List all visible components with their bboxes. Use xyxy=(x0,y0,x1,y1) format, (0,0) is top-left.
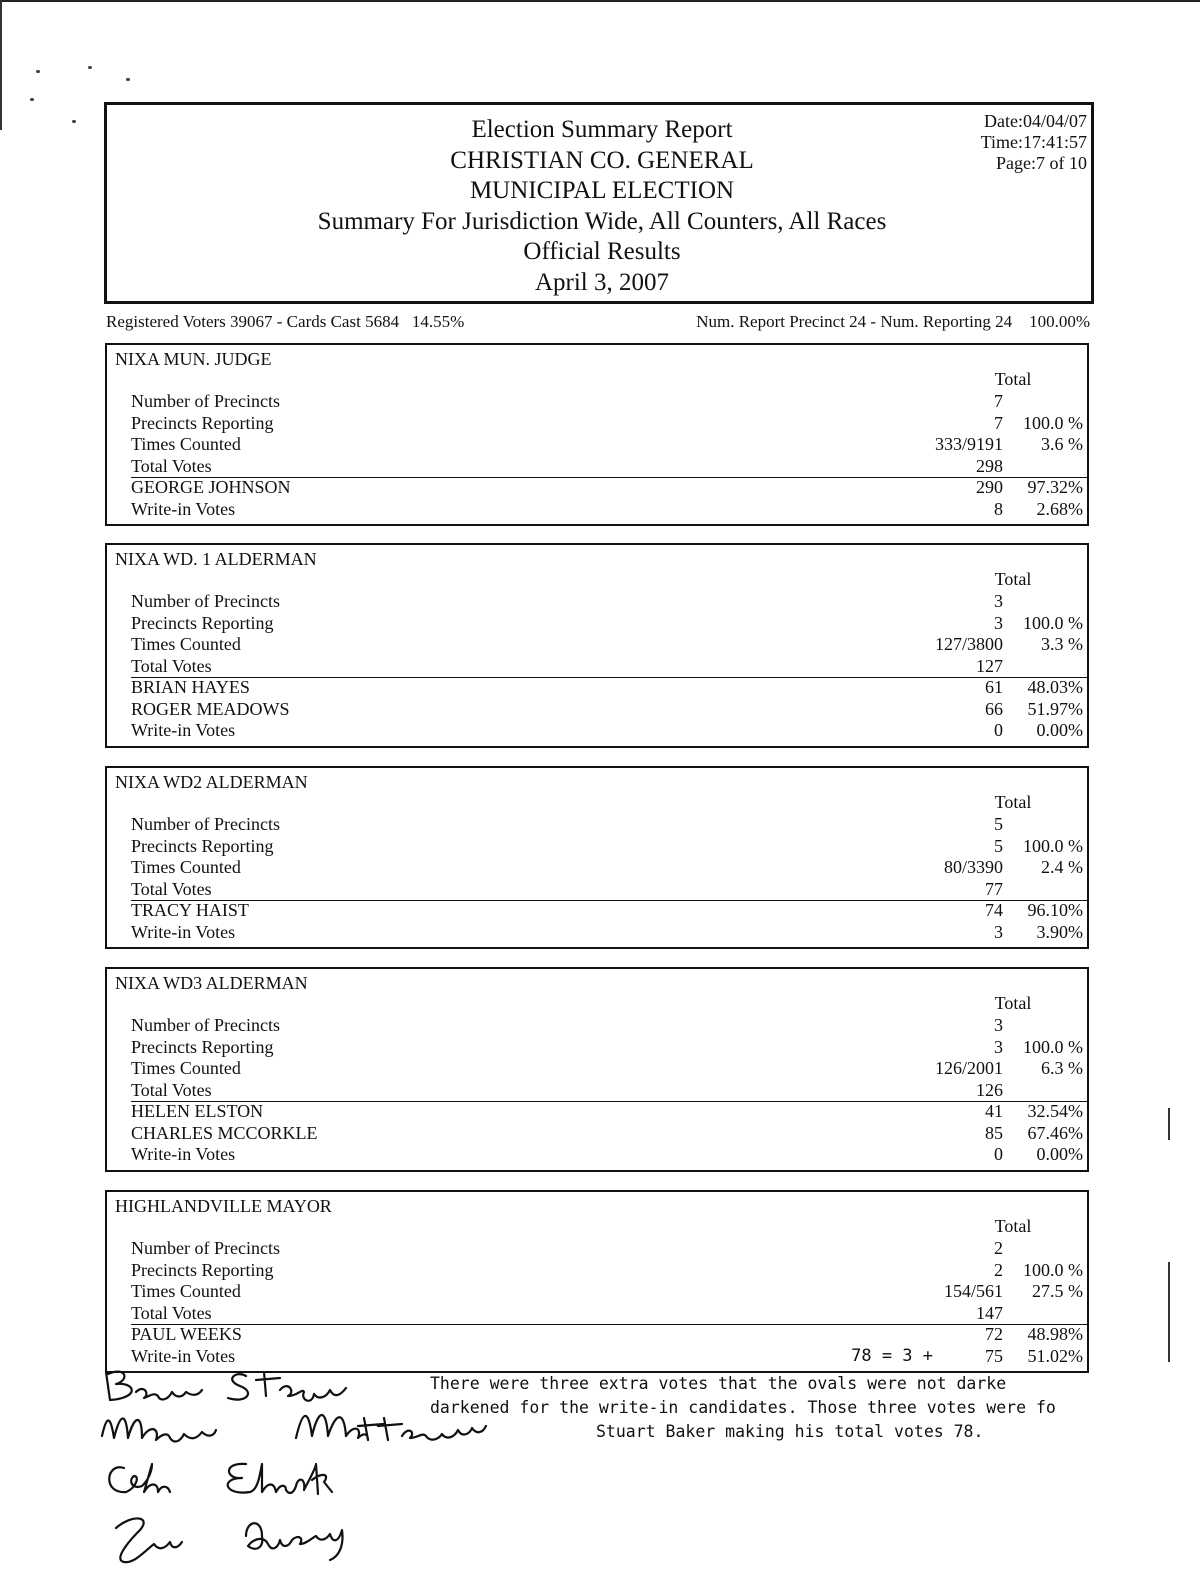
stat-value: 298 xyxy=(976,455,1003,476)
race-box xyxy=(105,967,1089,1172)
signature xyxy=(116,1518,343,1562)
report-title xyxy=(107,115,1097,298)
candidate-row xyxy=(107,677,1087,699)
stat-row-precincts xyxy=(107,391,1087,413)
page-top-edge xyxy=(0,0,1200,2)
stat-value: 7 xyxy=(994,412,1003,433)
stat-row-precincts xyxy=(107,591,1087,613)
candidate-row xyxy=(107,499,1087,521)
stat-value: 127 xyxy=(976,655,1003,676)
candidate-votes: 72 xyxy=(985,1324,1003,1344)
candidate-percent: 97.32% xyxy=(1027,477,1083,497)
stat-value: 2 xyxy=(994,1259,1003,1280)
candidate-votes: 41 xyxy=(985,1101,1003,1121)
stat-value: 7 xyxy=(994,391,1003,411)
stat-value: 126/2001 xyxy=(934,1058,1003,1078)
scan-speck xyxy=(30,98,34,101)
stat-label: Number of Precincts xyxy=(131,1015,280,1035)
candidate-votes: 85 xyxy=(985,1122,1003,1143)
stat-label: Precincts Reporting xyxy=(131,1036,274,1057)
candidate-percent: 51.02% xyxy=(1027,1345,1083,1366)
stat-value: 5 xyxy=(994,814,1003,834)
stat-row-reporting xyxy=(107,1037,1087,1059)
stat-row-total-votes xyxy=(107,1080,1087,1102)
title-line: MUNICIPAL ELECTION xyxy=(469,177,735,204)
stat-value: 147 xyxy=(976,1302,1003,1323)
handwritten-signatures xyxy=(96,1366,566,1566)
stat-value: 2 xyxy=(994,1238,1003,1258)
stat-percent: 100.0 % xyxy=(1023,835,1083,856)
title-line: CHRISTIAN CO. GENERAL xyxy=(450,146,754,174)
candidate-row xyxy=(107,477,1087,499)
candidate-name: Write-in Votes xyxy=(131,921,236,942)
candidate-name: BRIAN HAYES xyxy=(131,677,250,697)
reporting-pct: 100.00% xyxy=(1029,312,1090,331)
stat-row-counted xyxy=(107,857,1087,879)
stat-value: 80/3390 xyxy=(943,857,1003,877)
candidate-name: ROGER MEADOWS xyxy=(131,698,290,719)
stat-row-precincts xyxy=(107,1015,1087,1037)
stat-label: Precincts Reporting xyxy=(131,1259,274,1280)
stat-row-precincts xyxy=(107,814,1087,836)
scan-speck xyxy=(36,70,40,73)
candidate-row xyxy=(107,1101,1087,1123)
turnout-pct: 14.55% xyxy=(411,312,465,331)
candidate-percent: 3.90% xyxy=(1036,921,1083,942)
stat-value: 127/3800 xyxy=(934,634,1003,654)
stat-label: Times Counted xyxy=(131,1058,241,1078)
stat-value: 3 xyxy=(994,1036,1003,1057)
race-title: NIXA WD. 1 ALDERMAN xyxy=(115,549,317,569)
candidate-name: TRACY HAIST xyxy=(131,900,249,920)
candidate-name: GEORGE JOHNSON xyxy=(131,477,291,497)
scan-speck xyxy=(126,78,130,81)
candidate-percent: 48.03% xyxy=(1027,677,1083,697)
race-box xyxy=(105,766,1089,949)
race-box xyxy=(105,1190,1089,1373)
scan-mark xyxy=(1168,1108,1170,1140)
total-column-header: Total xyxy=(994,993,1032,1013)
candidate-votes: 3 xyxy=(994,921,1003,942)
candidate-votes: 8 xyxy=(994,498,1003,519)
stat-row-total-votes xyxy=(107,456,1087,478)
candidate-name: HELEN ELSTON xyxy=(131,1101,264,1121)
candidate-percent: 51.97% xyxy=(1027,698,1083,719)
race-box xyxy=(105,343,1089,526)
stat-label: Number of Precincts xyxy=(131,814,280,834)
stat-label: Times Counted xyxy=(131,1281,241,1301)
candidate-name: Write-in Votes xyxy=(131,1345,236,1366)
stat-label: Total Votes xyxy=(131,1079,212,1100)
stat-label: Precincts Reporting xyxy=(131,835,274,856)
candidate-row xyxy=(107,1324,1087,1346)
stat-label: Times Counted xyxy=(131,434,241,454)
candidate-name: Write-in Votes xyxy=(131,498,236,519)
stat-percent: 27.5 % xyxy=(1032,1281,1083,1301)
stat-row-total-votes xyxy=(107,1303,1087,1325)
stat-label: Total Votes xyxy=(131,655,212,676)
stat-value: 77 xyxy=(985,878,1003,899)
stat-value: 3 xyxy=(994,1015,1003,1035)
page-left-edge xyxy=(0,0,2,130)
stat-percent: 6.3 % xyxy=(1041,1058,1083,1078)
signature xyxy=(106,1372,346,1401)
candidate-votes: 75 xyxy=(985,1345,1003,1366)
candidate-percent: 0.00% xyxy=(1036,720,1083,740)
stat-row-total-votes xyxy=(107,656,1087,678)
candidate-votes: 290 xyxy=(976,477,1003,497)
stat-label: Number of Precincts xyxy=(131,391,280,411)
stat-label: Total Votes xyxy=(131,455,212,476)
report-date: Date:04/04/07 xyxy=(984,111,1087,131)
candidate-votes: 66 xyxy=(985,698,1003,719)
stat-value: 333/9191 xyxy=(934,434,1003,454)
total-column-header: Total xyxy=(994,569,1032,589)
scan-speck xyxy=(72,120,76,123)
race-box xyxy=(105,543,1089,748)
candidate-name: CHARLES MCCORKLE xyxy=(131,1122,318,1143)
handwritten-tally: 78 = 3 + xyxy=(851,1345,933,1366)
candidate-percent: 96.10% xyxy=(1027,900,1083,920)
stat-row-reporting xyxy=(107,413,1087,435)
signature xyxy=(102,1415,486,1442)
stat-percent: 3.3 % xyxy=(1041,634,1083,654)
stat-row-counted xyxy=(107,634,1087,656)
stat-percent: 3.6 % xyxy=(1041,434,1083,454)
stat-row-counted xyxy=(107,1058,1087,1080)
race-title: NIXA WD3 ALDERMAN xyxy=(115,973,308,993)
scan-speck xyxy=(88,66,92,69)
stat-value: 154/561 xyxy=(943,1281,1003,1301)
stat-value: 3 xyxy=(994,612,1003,633)
registered-voters: Registered Voters 39067 - Cards Cast 5684 14.55% xyxy=(106,312,465,331)
stat-percent: 100.0 % xyxy=(1023,1036,1083,1057)
stat-row-total-votes xyxy=(107,879,1087,901)
candidate-votes: 61 xyxy=(985,677,1003,697)
total-column-header: Total xyxy=(994,792,1032,812)
stat-percent: 100.0 % xyxy=(1023,412,1083,433)
title-line: Summary For Jurisdiction Wide, All Counters, All Races xyxy=(317,207,887,235)
candidate-percent: 2.68% xyxy=(1036,498,1083,519)
stat-row-counted xyxy=(107,434,1087,456)
candidate-row xyxy=(107,900,1087,922)
precincts-reporting-summary: Num. Report Precinct 24 - Num. Reporting 24 100.00% xyxy=(696,312,1090,331)
report-header-box xyxy=(104,102,1094,304)
stat-value: 3 xyxy=(994,591,1003,611)
stat-value: 126 xyxy=(976,1079,1003,1100)
total-column-header: Total xyxy=(994,1216,1032,1236)
candidate-row xyxy=(107,699,1087,721)
stat-value: 5 xyxy=(994,835,1003,856)
title-line: April 3, 2007 xyxy=(534,268,670,296)
report-meta xyxy=(981,111,1087,174)
stat-label: Precincts Reporting xyxy=(131,612,274,633)
candidate-percent: 67.46% xyxy=(1027,1122,1083,1143)
stat-percent: 2.4 % xyxy=(1041,857,1083,877)
stat-row-reporting xyxy=(107,1260,1087,1282)
report-time: Time:17:41:57 xyxy=(980,132,1087,152)
candidate-votes: 0 xyxy=(994,1144,1003,1164)
candidate-name: Write-in Votes xyxy=(131,720,236,740)
candidate-percent: 32.54% xyxy=(1027,1101,1083,1121)
scan-mark xyxy=(1168,1262,1170,1362)
stat-percent: 100.0 % xyxy=(1023,612,1083,633)
stat-row-reporting xyxy=(107,836,1087,858)
stat-label: Total Votes xyxy=(131,1302,212,1323)
candidate-percent: 0.00% xyxy=(1036,1144,1083,1164)
stat-label: Precincts Reporting xyxy=(131,412,274,433)
candidate-votes: 0 xyxy=(994,720,1003,740)
candidate-row xyxy=(107,1346,1087,1368)
candidate-name: Write-in Votes xyxy=(131,1144,236,1164)
candidate-row xyxy=(107,1123,1087,1145)
stat-label: Times Counted xyxy=(131,634,241,654)
stat-row-reporting xyxy=(107,613,1087,635)
report-page: Page:7 of 10 xyxy=(996,153,1087,173)
total-column-header: Total xyxy=(994,369,1032,389)
title-line: Official Results xyxy=(523,238,681,265)
typed-note: There were three extra votes that the ovals were not darke darkened for the write-in candidates. Those three votes were fo Stuart Baker making his total votes 78. xyxy=(430,1374,1056,1441)
race-title: HIGHLANDVILLE MAYOR xyxy=(115,1196,332,1216)
candidate-row xyxy=(107,1144,1087,1166)
race-title: NIXA MUN. JUDGE xyxy=(115,349,272,369)
stat-label: Total Votes xyxy=(131,878,212,899)
stat-label: Number of Precincts xyxy=(131,1238,280,1258)
stat-label: Number of Precincts xyxy=(131,591,280,611)
candidate-row xyxy=(107,720,1087,742)
candidate-name: PAUL WEEKS xyxy=(131,1324,242,1344)
stat-row-counted xyxy=(107,1281,1087,1303)
candidate-percent: 48.98% xyxy=(1027,1324,1083,1344)
title-line: Election Summary Report xyxy=(471,116,733,143)
candidate-votes: 74 xyxy=(985,900,1003,920)
race-title: NIXA WD2 ALDERMAN xyxy=(115,772,308,792)
signature xyxy=(109,1464,332,1494)
stat-row-precincts xyxy=(107,1238,1087,1260)
stat-percent: 100.0 % xyxy=(1023,1259,1083,1280)
stat-label: Times Counted xyxy=(131,857,241,877)
candidate-row xyxy=(107,922,1087,944)
